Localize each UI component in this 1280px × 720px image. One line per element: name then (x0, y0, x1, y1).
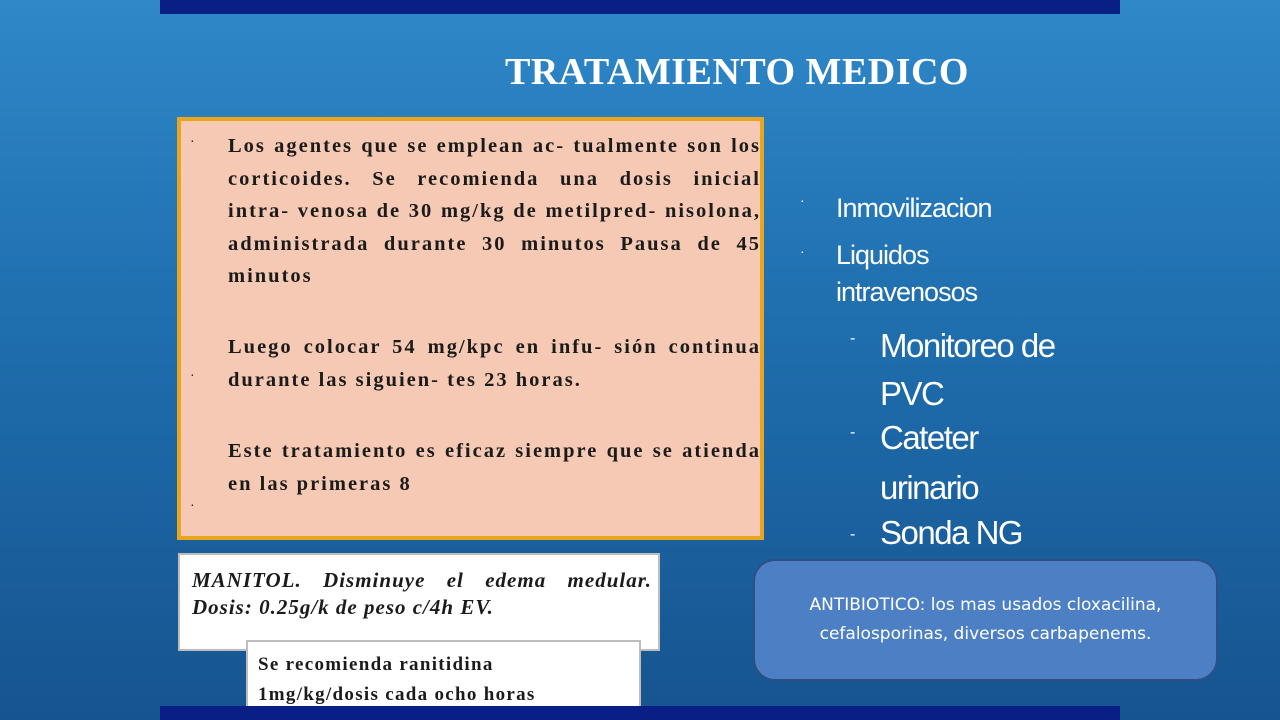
slide-title: TRATAMIENTO MEDICO (505, 51, 969, 93)
ranitidina-line-2: 1mg/kg/dosis cada ocho horas (258, 684, 536, 705)
ranitidina-line-1: Se recomienda ranitidina (258, 654, 494, 675)
list-item-label: Inmovilizacion (836, 193, 992, 223)
top-accent-bar (160, 0, 1120, 14)
list-bullet: · (800, 243, 805, 259)
antibiotic-box (753, 559, 1218, 681)
bottom-accent-bar (160, 706, 1120, 720)
treatment-paragraph-3: Este tratamiento es eficaz siempre que se atienda en las primeras 8 (228, 440, 761, 495)
treatment-paragraph-2: Luego colocar 54 mg/kpc en infu- sión continua durante las siguien- tes 23 horas. (228, 336, 761, 391)
sub-bullet: - (850, 526, 856, 543)
bullet-3: · (190, 499, 195, 514)
sub-item-label: Monitoreo de PVC (880, 327, 1055, 412)
treatment-box (177, 117, 764, 540)
bullet-1: · (190, 135, 195, 150)
sub-bullet: - (850, 424, 856, 441)
manitol-box (178, 553, 660, 651)
bullet-2: · (190, 369, 195, 384)
treatment-paragraph-1: Los agentes que se emplean ac- tualmente son los corticoides. Se recomienda una dosis inicial intra- venosa de 30 mg/kg de metilpred- nisolona, administrada durante 30 minutos Pausa de 45 minutos (228, 135, 761, 287)
list-item-label: Liquidos intravenosos (836, 240, 978, 307)
list-bullet: · (800, 192, 805, 208)
ranitidina-box (246, 640, 641, 712)
sub-item-label: Cateter urinario (880, 419, 979, 506)
manitol-text: MANITOL. Disminuye el edema medular. Dosis: 0.25g/k de peso c/4h EV. (192, 568, 652, 619)
sub-bullet: - (850, 330, 856, 347)
antibiotic-text: ANTIBIOTICO: los mas usados cloxacilina, cefalosporinas, diversos carbapenems. (809, 595, 1162, 644)
sub-item-label: Sonda NG (880, 514, 1023, 551)
